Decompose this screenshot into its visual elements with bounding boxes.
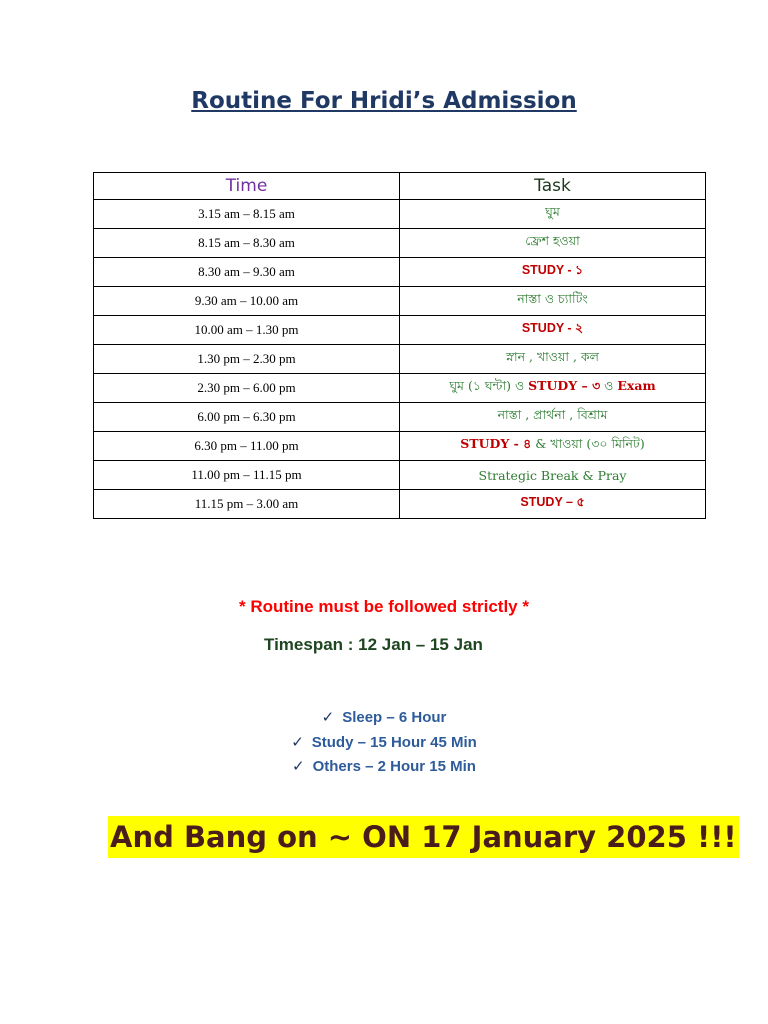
table-row xyxy=(94,432,706,461)
task-part: & খাওয়া (৩০ মিনিট) xyxy=(531,436,645,451)
table-row xyxy=(94,229,706,258)
time-cell: 6.30 pm – 11.00 pm xyxy=(94,432,400,461)
task-cell: ঘুম xyxy=(400,200,706,229)
summary-item xyxy=(0,755,768,780)
summary-list xyxy=(0,706,768,780)
task-cell: Strategic Break & Pray xyxy=(400,461,706,490)
table-row xyxy=(94,316,706,345)
time-cell: 8.15 am – 8.30 am xyxy=(94,229,400,258)
task-cell: STUDY - ১ xyxy=(400,258,706,287)
task-cell: STUDY – ৫ xyxy=(400,490,706,519)
task-part-study: STUDY – ৩ xyxy=(528,378,601,393)
task-part: ও xyxy=(600,378,618,393)
table-row xyxy=(94,374,706,403)
task-part: ঘুম (১ ঘন্টা) ও xyxy=(449,378,529,393)
time-cell: 10.00 am – 1.30 pm xyxy=(94,316,400,345)
task-cell: নাস্তা , প্রার্থনা , বিশ্রাম xyxy=(400,403,706,432)
task-part-exam: Exam xyxy=(617,378,656,393)
time-cell: 9.30 am – 10.00 am xyxy=(94,287,400,316)
column-header-time: Time xyxy=(94,173,400,200)
time-cell: 2.30 pm – 6.00 pm xyxy=(94,374,400,403)
summary-text: Sleep – 6 Hour xyxy=(342,709,447,726)
task-cell: নাস্তা ও চ্যাটিং xyxy=(400,287,706,316)
time-cell: 11.00 pm – 11.15 pm xyxy=(94,461,400,490)
column-header-task: Task xyxy=(400,173,706,200)
task-cell: STUDY - ২ xyxy=(400,316,706,345)
time-cell: 6.00 pm – 6.30 pm xyxy=(94,403,400,432)
checkmark-icon: ✓ xyxy=(291,733,304,751)
task-cell: স্নান , খাওয়া , কল xyxy=(400,345,706,374)
time-cell: 1.30 pm – 2.30 pm xyxy=(94,345,400,374)
routine-table xyxy=(93,172,706,519)
table-row xyxy=(94,345,706,374)
time-cell: 11.15 pm – 3.00 am xyxy=(94,490,400,519)
page-title: Routine For Hridi’s Admission xyxy=(191,88,577,114)
task-cell xyxy=(400,432,706,461)
table-header-row xyxy=(94,173,706,200)
table-row xyxy=(94,490,706,519)
checkmark-icon: ✓ xyxy=(321,709,335,726)
table-row xyxy=(94,461,706,490)
summary-text: Others – 2 Hour 15 Min xyxy=(312,758,476,775)
summary-item xyxy=(0,731,768,756)
summary-text: Study – 15 Hour 45 Min xyxy=(311,733,477,751)
highlight-banner: And Bang on ~ ON 17 January 2025 !!! xyxy=(108,816,739,858)
table-row xyxy=(94,200,706,229)
summary-item xyxy=(0,706,768,731)
table-row xyxy=(94,403,706,432)
time-cell: 3.15 am – 8.15 am xyxy=(94,200,400,229)
table-row xyxy=(94,258,706,287)
checkmark-icon: ✓ xyxy=(292,758,305,775)
task-cell xyxy=(400,374,706,403)
task-part-study: STUDY - ৪ xyxy=(460,436,532,451)
timespan-text: Timespan : 12 Jan – 15 Jan xyxy=(264,635,483,654)
table-row xyxy=(94,287,706,316)
strict-note: * Routine must be followed strictly * xyxy=(239,597,529,616)
time-cell: 8.30 am – 9.30 am xyxy=(94,258,400,287)
task-cell: ফ্রেশ হওয়া xyxy=(400,229,706,258)
